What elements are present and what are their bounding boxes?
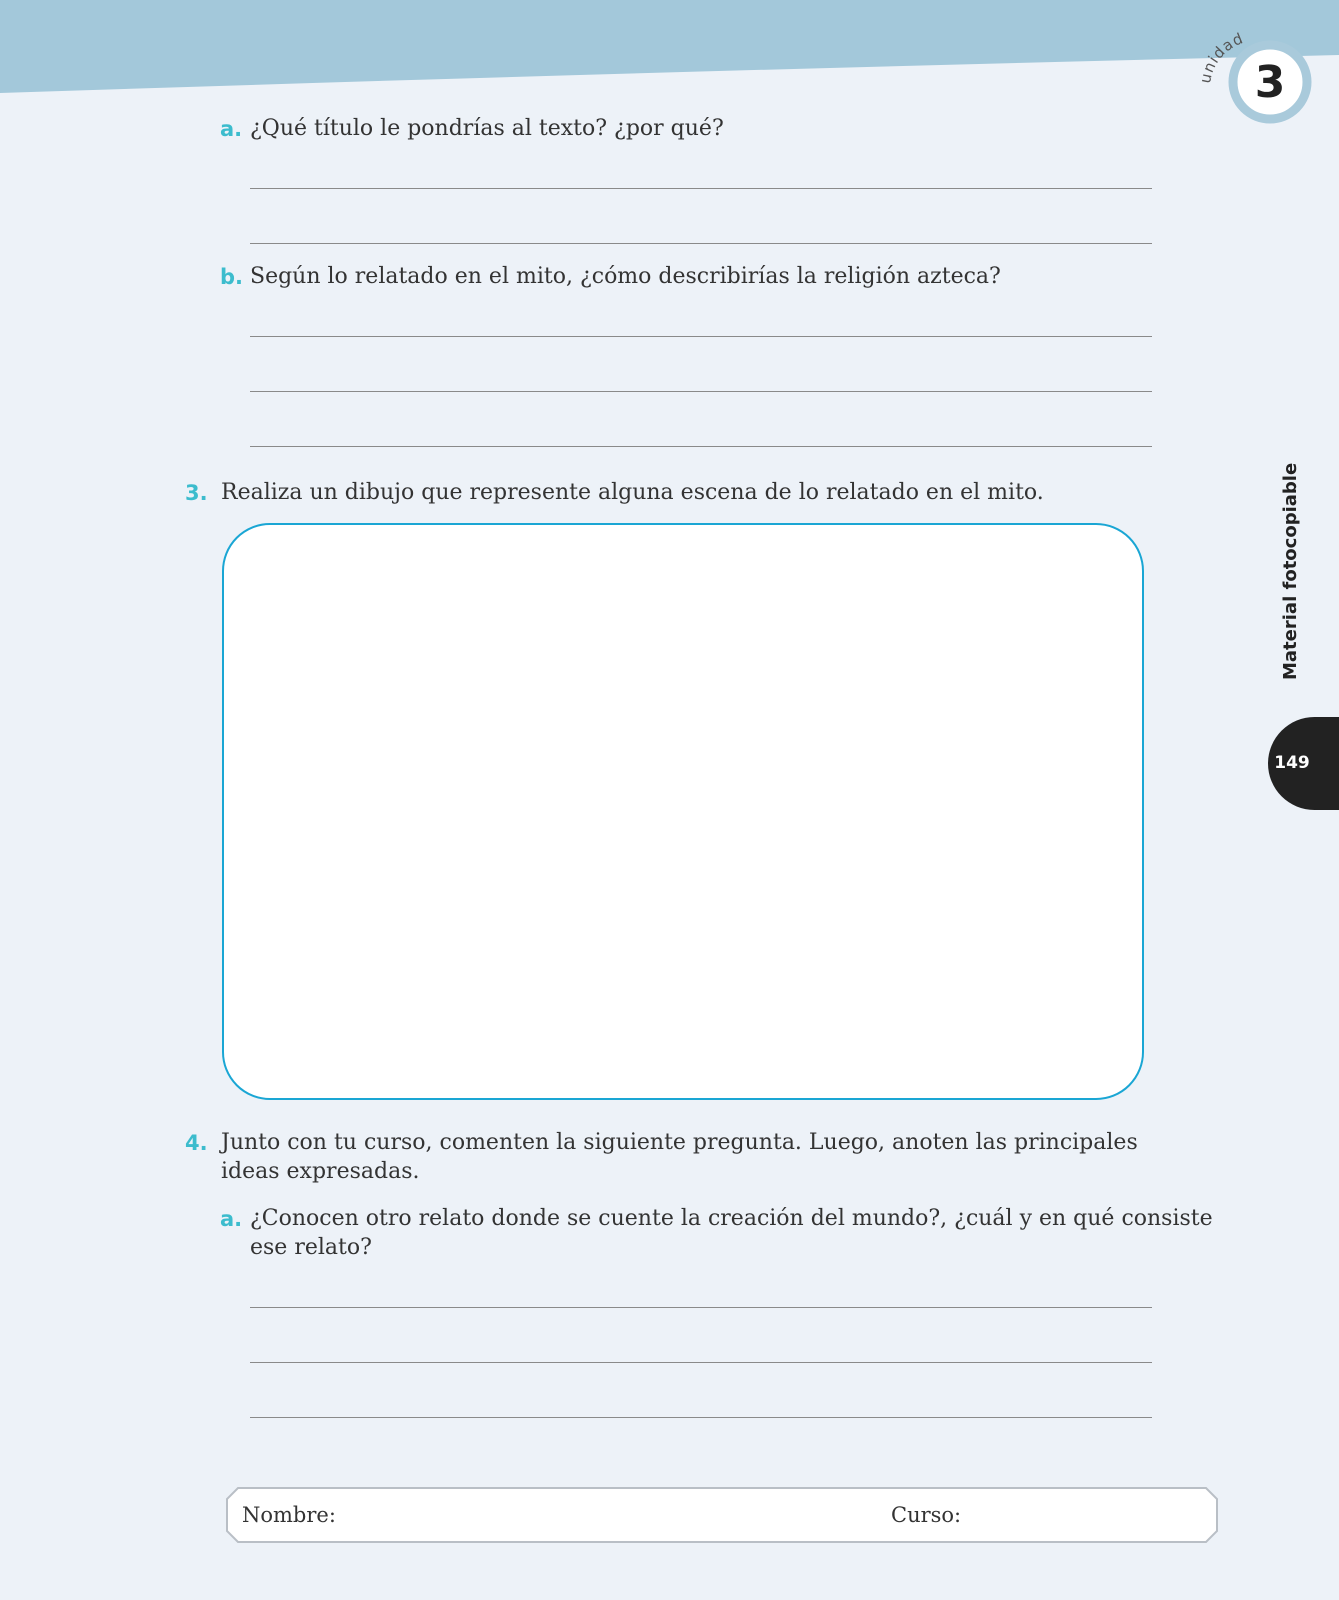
unit-word: unidad (1195, 29, 1247, 85)
answer-line[interactable] (250, 446, 1152, 447)
question-2b-text: Según lo relatado en el mito, ¿cómo describirías la religión azteca? (250, 264, 1001, 289)
question-4a-text-line1: ¿Conocen otro relato donde se cuente la creación del mundo?, ¿cuál y en qué consiste (250, 1206, 1213, 1231)
question-2b-marker: b. (220, 265, 244, 289)
question-3-marker: 3. (185, 481, 208, 505)
question-2a-text: ¿Qué título le pondrías al texto? ¿por qué? (250, 116, 724, 141)
unit-number: 3 (1254, 57, 1286, 108)
page-number: 149 (1274, 753, 1310, 773)
question-4-text-line2: ideas expresadas. (221, 1159, 420, 1184)
photocopiable-label: Material fotocopiable (1280, 462, 1301, 680)
question-2a-marker: a. (220, 117, 243, 141)
name-label: Nombre: (242, 1503, 336, 1527)
answer-line[interactable] (250, 1307, 1152, 1308)
answer-line[interactable] (250, 243, 1152, 244)
question-4-marker: 4. (185, 1131, 208, 1155)
question-4a-marker: a. (220, 1207, 243, 1231)
name-course-box (226, 1487, 1218, 1543)
answer-line[interactable] (250, 1417, 1152, 1418)
question-4a-text-line2: ese relato? (250, 1235, 372, 1260)
answer-line[interactable] (250, 336, 1152, 337)
drawing-area[interactable] (222, 523, 1144, 1100)
question-3-text: Realiza un dibujo que represente alguna escena de lo relatado en el mito. (221, 480, 1044, 505)
answer-line[interactable] (250, 391, 1152, 392)
answer-line[interactable] (250, 188, 1152, 189)
answer-line[interactable] (250, 1362, 1152, 1363)
header-band (0, 0, 1339, 100)
course-label: Curso: (891, 1503, 962, 1527)
question-4-text-line1: Junto con tu curso, comenten la siguiente pregunta. Luego, anoten las principales (221, 1130, 1138, 1155)
